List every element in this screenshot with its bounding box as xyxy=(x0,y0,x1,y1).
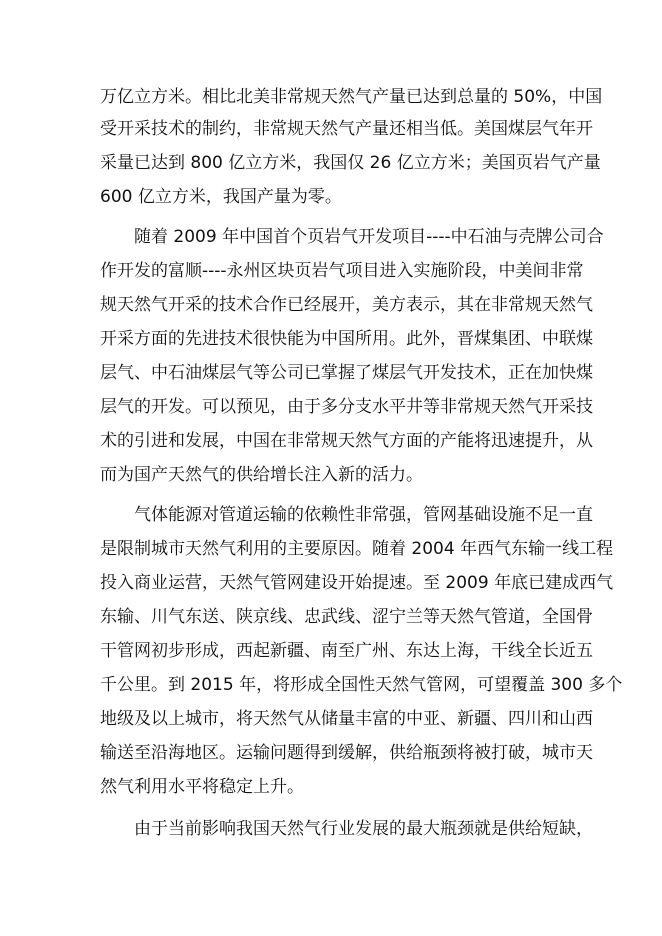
text-line: 层气、中石油煤层气等公司已掌握了煤层气开发技术，正在加快煤 xyxy=(100,363,593,383)
text-line: 由于当前影响我国天然气行业发展的最大瓶颈就是供给短缺， xyxy=(134,819,593,839)
text-line: 开采方面的先进技术很快能为中国所用。此外，晋煤集团、中联煤 xyxy=(100,329,593,349)
text-line: 随着 2009 年中国首个页岩气开发项目----中石油与壳牌公司合 xyxy=(134,227,604,247)
text-line: 地级及以上城市，将天然气从储量丰富的中亚、新疆、四川和山西 xyxy=(100,709,593,729)
text-line: 干管网初步形成，西起新疆、南至广州、东达上海，干线全长近五 xyxy=(100,641,593,661)
text-line: 术的引进和发展，中国在非常规天然气方面的产能将迅速提升，从 xyxy=(100,431,593,451)
text-line: 层气的开发。可以预见，由于多分支水平井等非常规天然气开采技 xyxy=(100,397,593,417)
text-line: 千公里。到 2015 年，将形成全国性天然气管网，可望覆盖 300 多个 xyxy=(100,675,623,695)
text-line: 输送至沿海地区。运输问题得到缓解，供给瓶颈将被打破，城市天 xyxy=(100,743,593,763)
text-line: 是限制城市天然气利用的主要原因。随着 2004 年西气东输一线工程 xyxy=(100,539,614,559)
text-line: 600 亿立方米，我国产量为零。 xyxy=(100,187,342,207)
text-line: 受开采技术的制约，非常规天然气产量还相当低。美国煤层气年开 xyxy=(100,119,593,139)
text-line: 而为国产天然气的供给增长注入新的活力。 xyxy=(100,465,423,485)
text-line: 万亿立方米。相比北美非常规天然气产量已达到总量的 50%，中国 xyxy=(100,87,603,107)
text-line: 东输、川气东送、陕京线、忠武线、涩宁兰等天然气管道，全国骨 xyxy=(100,607,593,627)
text-line: 作开发的富顺----永州区块页岩气项目进入实施阶段，中美间非常 xyxy=(100,261,584,281)
text-line: 规天然气开采的技术合作已经展开，美方表示，其在非常规天然气 xyxy=(100,295,593,315)
text-line: 然气利用水平将稳定上升。 xyxy=(100,777,304,797)
text-line: 投入商业运营，天然气管网建设开始提速。至 2009 年底已建成西气 xyxy=(100,573,614,593)
text-line: 采量已达到 800 亿立方米，我国仅 26 亿立方米；美国页岩气产量 xyxy=(100,153,601,173)
text-line: 气体能源对管道运输的依赖性非常强，管网基础设施不足一直 xyxy=(134,505,593,525)
